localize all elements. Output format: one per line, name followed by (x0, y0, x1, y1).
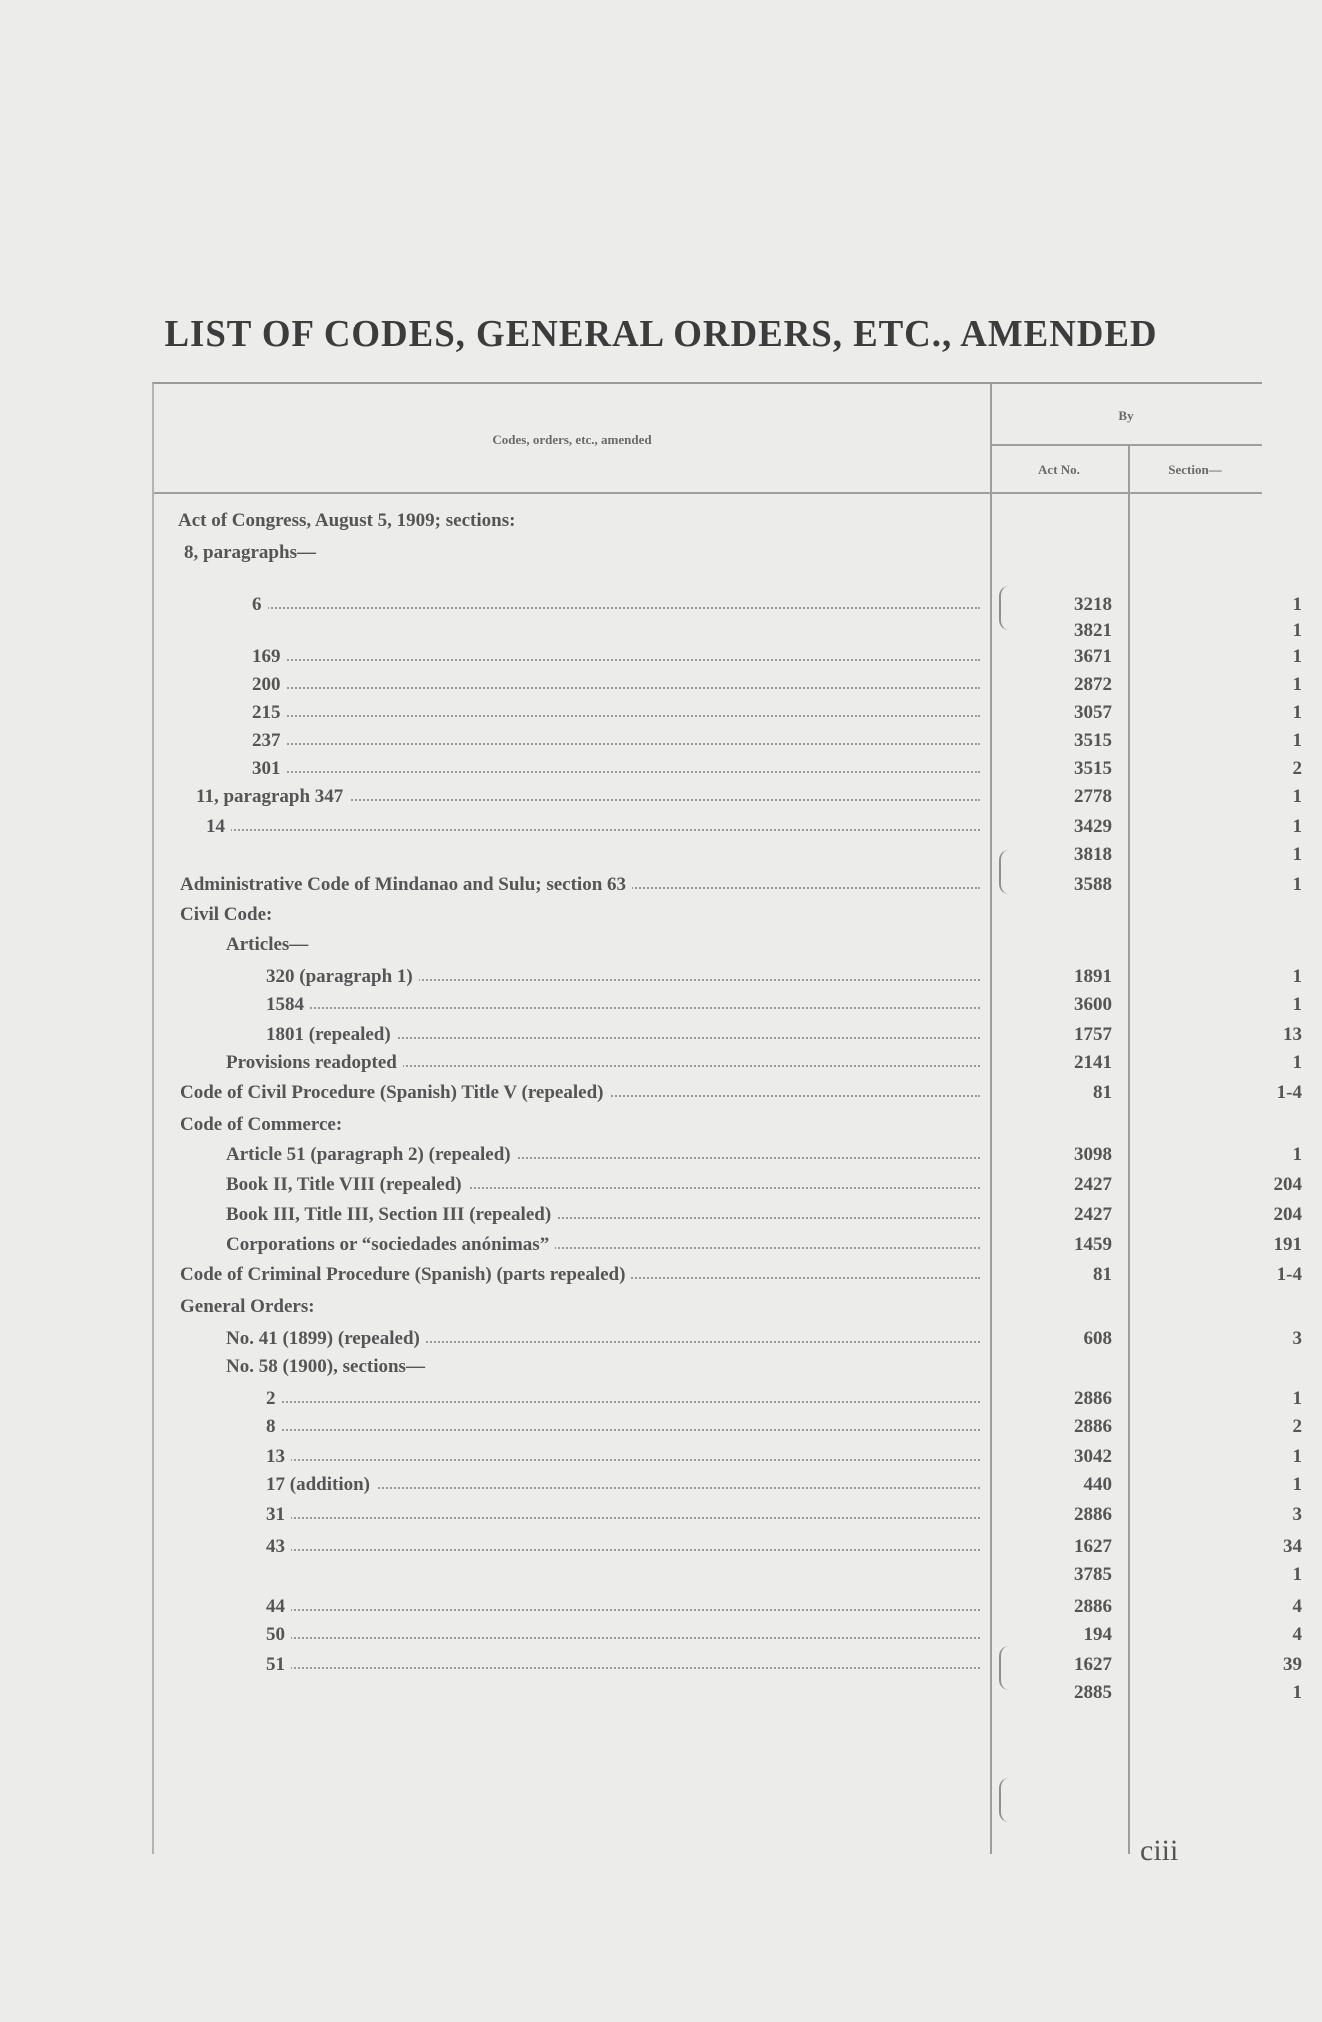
row-label (252, 730, 980, 752)
section-number: 1 (1292, 1446, 1302, 1467)
row-label-text: No. 58 (1900), sections— (226, 1356, 431, 1377)
table-row (154, 1416, 1302, 1449)
row-label (206, 816, 980, 838)
table-row (154, 904, 1262, 937)
row-label-text: Article 51 (paragraph 2) (repealed) (226, 1144, 517, 1165)
row-label-text: General Orders: (180, 1296, 321, 1317)
row-label (266, 994, 980, 1016)
brace (999, 1778, 1015, 1822)
row-label (252, 646, 980, 668)
section-number: 1 (1292, 1052, 1302, 1073)
act-number: 3515 (1074, 730, 1112, 751)
row-label (252, 702, 980, 724)
section-number: 2 (1292, 758, 1302, 779)
row-label-text: 1801 (repealed) (266, 1024, 397, 1045)
section-number: 1 (1292, 1682, 1302, 1703)
section-number: 1 (1292, 594, 1302, 615)
row-label (226, 1328, 980, 1350)
act-number: 81 (1093, 1082, 1112, 1103)
row-label-text: Book III, Title III, Section III (repealed) (226, 1204, 557, 1225)
row-label (266, 1596, 980, 1618)
table-row (154, 510, 1262, 543)
header-act-no: Act No. (1038, 462, 1080, 477)
row-label (226, 1144, 980, 1166)
table-row (154, 1204, 1302, 1237)
row-label-text: Corporations or “sociedades anónimas” (226, 1234, 555, 1255)
table-row (154, 1174, 1302, 1207)
row-label-text: 43 (266, 1536, 291, 1557)
table-row (154, 1082, 1302, 1115)
amendments-table (152, 382, 1302, 1854)
row-label-text: 320 (paragraph 1) (266, 966, 419, 987)
section-number: 1 (1292, 1474, 1302, 1495)
section-number: 1 (1292, 1564, 1302, 1585)
table-row (154, 1504, 1302, 1537)
row-label (266, 966, 980, 988)
section-number: 1 (1292, 1388, 1302, 1409)
row-label (226, 1356, 980, 1378)
row-label-text: 31 (266, 1504, 291, 1525)
section-number: 1 (1292, 844, 1302, 865)
act-number: 1757 (1074, 1024, 1112, 1045)
act-number: 81 (1093, 1264, 1112, 1285)
row-label (266, 1504, 980, 1526)
act-number: 3057 (1074, 702, 1112, 723)
act-number: 3600 (1074, 994, 1112, 1015)
act-number: 2427 (1074, 1204, 1112, 1225)
section-number: 34 (1283, 1536, 1302, 1557)
section-number: 2 (1292, 1416, 1302, 1437)
table-row (154, 1682, 1302, 1715)
act-number: 3515 (1074, 758, 1112, 779)
act-number: 1459 (1074, 1234, 1112, 1255)
section-number: 204 (1273, 1204, 1302, 1225)
act-number: 2872 (1074, 674, 1112, 695)
table-row (154, 1264, 1302, 1297)
row-label-text: 169 (252, 646, 287, 667)
page-title: LIST OF CODES, GENERAL ORDERS, ETC., AMENDED (164, 313, 1158, 355)
section-number: 1 (1292, 994, 1302, 1015)
row-label (226, 1052, 980, 1074)
row-label (180, 1082, 980, 1104)
row-label-text: 8 (266, 1416, 282, 1437)
row-label-text: 51 (266, 1654, 291, 1675)
act-number: 3785 (1074, 1564, 1112, 1585)
row-label (180, 904, 980, 926)
table-row (154, 1624, 1302, 1657)
row-label (266, 1388, 980, 1410)
section-number: 1-4 (1276, 1264, 1302, 1285)
row-label (180, 1264, 980, 1286)
table-row (154, 874, 1302, 907)
table-row (154, 1052, 1302, 1085)
row-label (180, 1296, 980, 1318)
row-label (180, 874, 980, 896)
section-number: 1 (1292, 702, 1302, 723)
act-number: 194 (1083, 1624, 1112, 1645)
act-number: 2886 (1074, 1416, 1112, 1437)
section-number: 1 (1292, 786, 1302, 807)
table-row (154, 1234, 1302, 1267)
row-label-text: 14 (206, 816, 231, 837)
row-label-text: 44 (266, 1596, 291, 1617)
table-row (154, 1564, 1302, 1597)
act-number: 3042 (1074, 1446, 1112, 1467)
section-number: 204 (1273, 1174, 1302, 1195)
row-label (226, 1174, 980, 1196)
row-label-text: 17 (addition) (266, 1474, 376, 1495)
row-label-text: 8, paragraphs— (184, 542, 322, 563)
row-label (226, 934, 980, 956)
brace (999, 850, 1015, 894)
section-number: 1 (1292, 620, 1302, 641)
row-label (196, 786, 980, 808)
row-label-text: 301 (252, 758, 287, 779)
act-number: 3671 (1074, 646, 1112, 667)
row-label-text: 215 (252, 702, 287, 723)
act-number: 2427 (1074, 1174, 1112, 1195)
act-number: 1891 (1074, 966, 1112, 987)
header-section: Section— (1168, 462, 1222, 477)
row-label (252, 594, 980, 616)
row-label-text: Act of Congress, August 5, 1909; sections: (178, 510, 521, 531)
act-number: 3821 (1074, 620, 1112, 641)
act-number: 3588 (1074, 874, 1112, 895)
act-number: 3218 (1074, 594, 1112, 615)
table-row (154, 786, 1302, 819)
act-number: 2886 (1074, 1504, 1112, 1525)
header-codes: Codes, orders, etc., amended (492, 432, 652, 447)
row-label (266, 1474, 980, 1496)
act-number: 2886 (1074, 1388, 1112, 1409)
row-label-text: Civil Code: (180, 904, 278, 925)
row-label (266, 1536, 980, 1558)
row-label (226, 1204, 980, 1226)
table-row (154, 1356, 1262, 1389)
section-number: 1 (1292, 674, 1302, 695)
table-row (154, 934, 1262, 967)
row-label (178, 510, 980, 532)
row-label (180, 1114, 980, 1136)
act-number: 608 (1083, 1328, 1112, 1349)
row-label (266, 1654, 980, 1676)
section-number: 1 (1292, 816, 1302, 837)
row-label-text: Administrative Code of Mindanao and Sulu; section 63 (180, 874, 632, 895)
row-label-text: 2 (266, 1388, 282, 1409)
table-row (154, 1144, 1302, 1177)
section-number: 3 (1292, 1504, 1302, 1525)
page-number: ciii (1140, 1834, 1179, 1867)
section-number: 13 (1283, 1024, 1302, 1045)
section-number: 4 (1292, 1596, 1302, 1617)
header-divider (154, 492, 1262, 494)
row-label-text: 237 (252, 730, 287, 751)
brace (999, 1646, 1015, 1690)
section-number: 3 (1292, 1328, 1302, 1349)
act-number: 3818 (1074, 844, 1112, 865)
row-label-text: Provisions readopted (226, 1052, 403, 1073)
row-label-text: No. 41 (1899) (repealed) (226, 1328, 426, 1349)
row-label-text: 6 (252, 594, 268, 615)
section-number: 1-4 (1276, 1082, 1302, 1103)
brace (999, 586, 1015, 630)
section-number: 39 (1283, 1654, 1302, 1675)
row-label-text: 200 (252, 674, 287, 695)
act-number: 1627 (1074, 1654, 1112, 1675)
table-row (154, 844, 1302, 877)
row-label (226, 1234, 980, 1256)
row-label (266, 1024, 980, 1046)
section-number: 4 (1292, 1624, 1302, 1645)
act-number: 1627 (1074, 1536, 1112, 1557)
row-label-text: 50 (266, 1624, 291, 1645)
act-number: 2885 (1074, 1682, 1112, 1703)
row-label-text: 13 (266, 1446, 291, 1467)
row-label-text: Code of Criminal Procedure (Spanish) (parts repealed) (180, 1264, 631, 1285)
row-label (266, 1416, 980, 1438)
row-label (184, 542, 980, 564)
act-number: 2141 (1074, 1052, 1112, 1073)
row-label (266, 1624, 980, 1646)
row-label (266, 1446, 980, 1468)
row-label-text: Code of Commerce: (180, 1114, 348, 1135)
section-number: 1 (1292, 730, 1302, 751)
act-number: 440 (1083, 1474, 1112, 1495)
header-by: By (1118, 408, 1134, 423)
act-number: 3429 (1074, 816, 1112, 837)
table-row (154, 542, 1262, 575)
section-number: 1 (1292, 874, 1302, 895)
row-label-text: Articles— (226, 934, 314, 955)
row-label-text: Book II, Title VIII (repealed) (226, 1174, 468, 1195)
row-label (252, 758, 980, 780)
act-number: 2778 (1074, 786, 1112, 807)
table-row (154, 1114, 1262, 1147)
section-number: 191 (1273, 1234, 1302, 1255)
row-label-text: Code of Civil Procedure (Spanish) Title V (repealed) (180, 1082, 609, 1103)
row-label-text: 1584 (266, 994, 310, 1015)
table-row (154, 1474, 1302, 1507)
table-row (154, 994, 1302, 1027)
table-row (154, 1296, 1262, 1329)
row-label (252, 674, 980, 696)
section-number: 1 (1292, 966, 1302, 987)
section-number: 1 (1292, 1144, 1302, 1165)
act-number: 2886 (1074, 1596, 1112, 1617)
header-divider (990, 444, 1262, 446)
row-label-text: 11, paragraph 347 (196, 786, 349, 807)
section-number: 1 (1292, 646, 1302, 667)
act-number: 3098 (1074, 1144, 1112, 1165)
